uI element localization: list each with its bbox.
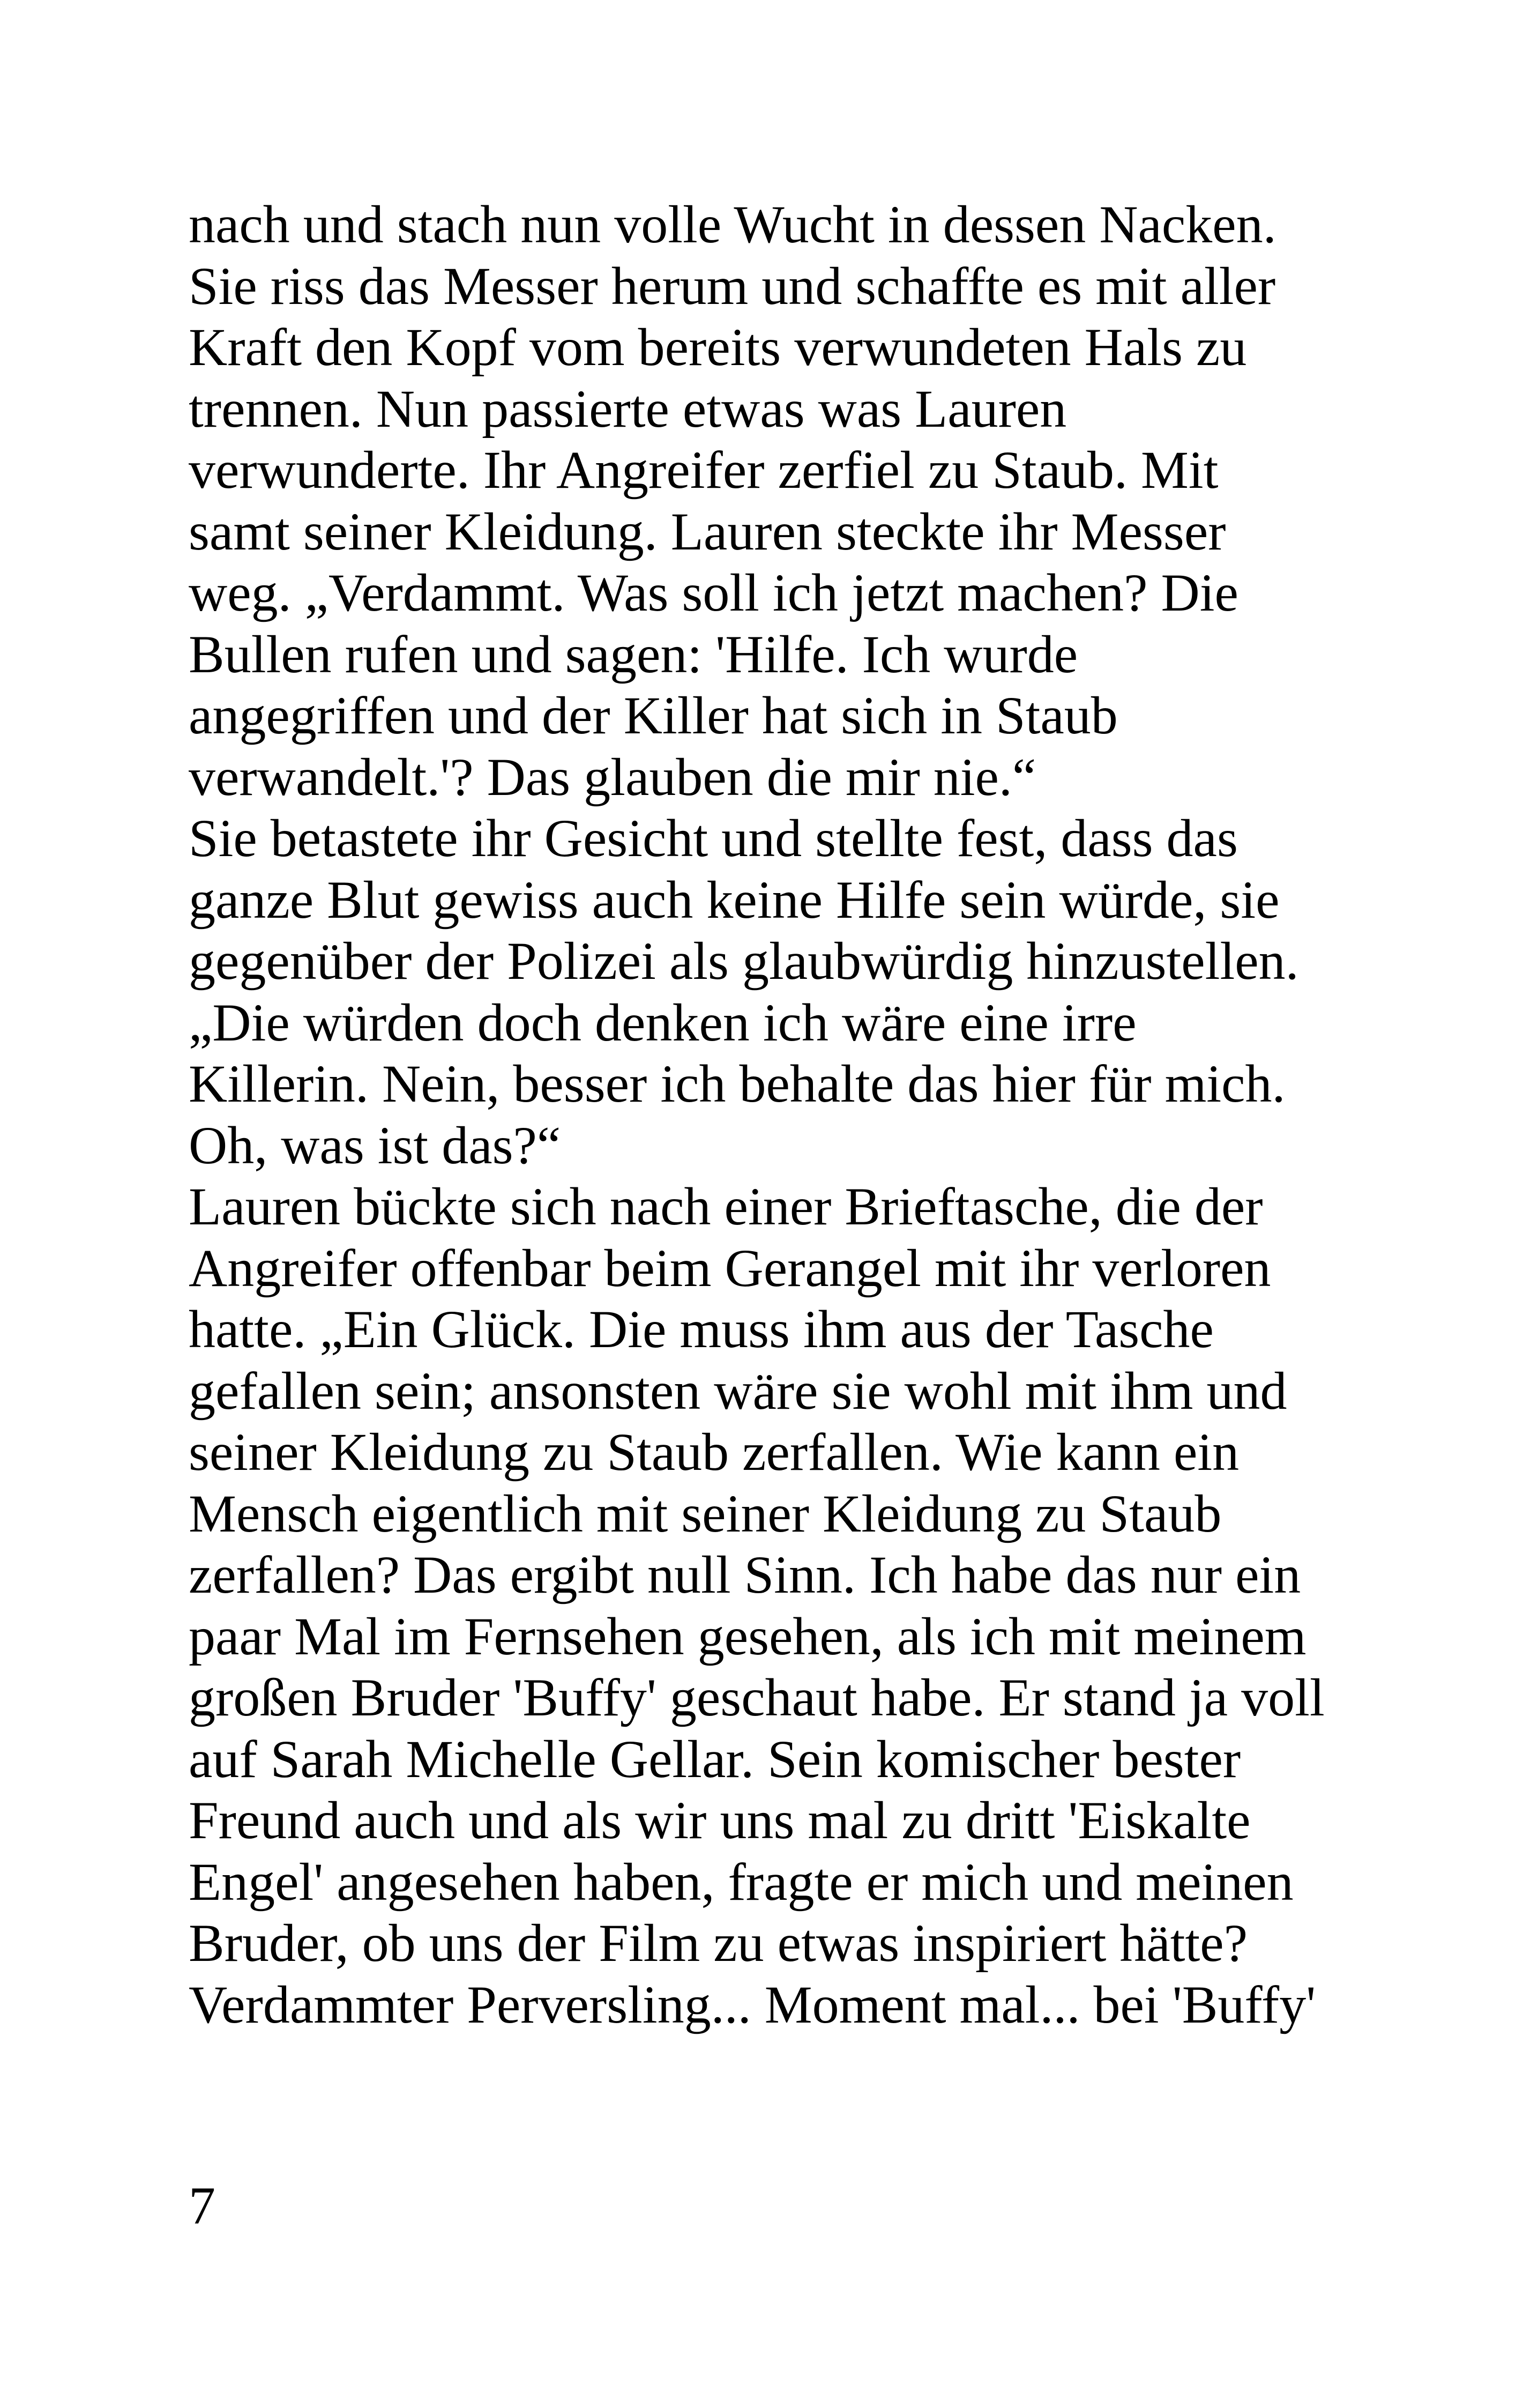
text-line: trennen. Nun passierte etwas was Lauren bbox=[189, 378, 1067, 439]
text-line: angegriffen und der Killer hat sich in Staub bbox=[189, 686, 1118, 745]
text-line: Freund auch und als wir uns mal zu dritt 'Eiskalte bbox=[189, 1790, 1251, 1850]
text-line: Bullen rufen und sagen: 'Hilfe. Ich wurde bbox=[189, 624, 1078, 684]
text-line: auf Sarah Michelle Gellar. Sein komischer bester bbox=[189, 1729, 1241, 1789]
text-line: samt seiner Kleidung. Lauren steckte ihr Messer bbox=[189, 501, 1226, 561]
text-line: weg. „Verdammt. Was soll ich jetzt machen? Die bbox=[189, 563, 1238, 622]
text-line: „Die würden doch denken ich wäre eine irre bbox=[189, 992, 1137, 1052]
page-number: 7 bbox=[189, 2176, 215, 2235]
text-line: Killerin. Nein, besser ich behalte das hier für mich. bbox=[189, 1054, 1286, 1113]
text-line: verwandelt.'? Das glauben die mir nie.“ bbox=[189, 747, 1036, 807]
text-line: Bruder, ob uns der Film zu etwas inspiriert hätte? bbox=[189, 1913, 1248, 1973]
text-line: ganze Blut gewiss auch keine Hilfe sein würde, sie bbox=[189, 869, 1280, 930]
text-line: Angreifer offenbar beim Gerangel mit ihr verloren bbox=[189, 1238, 1271, 1298]
text-line: Engel' angesehen haben, fragte er mich und meinen bbox=[189, 1852, 1294, 1912]
text-line: Mensch eigentlich mit seiner Kleidung zu Staub bbox=[189, 1483, 1222, 1543]
text-line: nach und stach nun volle Wucht in dessen Nacken. bbox=[189, 195, 1276, 254]
text-line: zerfallen? Das ergibt null Sinn. Ich habe das nur ein bbox=[189, 1545, 1301, 1604]
body-text bbox=[189, 194, 1368, 2035]
text-line: Verdammter Perversling... Moment mal... bei 'Buffy' bbox=[189, 1974, 1316, 2034]
text-line: Oh, was ist das?“ bbox=[189, 1115, 561, 1175]
text-line: Sie betastete ihr Gesicht und stellte fest, dass das bbox=[189, 808, 1238, 868]
text-line: Kraft den Kopf vom bereits verwundeten Hals zu bbox=[189, 317, 1247, 377]
text-line: paar Mal im Fernsehen gesehen, als ich mit meinem bbox=[189, 1606, 1307, 1666]
text-line: verwunderte. Ihr Angreifer zerfiel zu Staub. Mit bbox=[189, 440, 1219, 500]
text-line: seiner Kleidung zu Staub zerfallen. Wie kann ein bbox=[189, 1422, 1240, 1482]
text-line: gefallen sein; ansonsten wäre sie wohl mit ihm und bbox=[189, 1361, 1287, 1421]
text-line: gegenüber der Polizei als glaubwürdig hinzustellen. bbox=[189, 931, 1299, 991]
text-line: Lauren bückte sich nach einer Brieftasche, die der bbox=[189, 1177, 1263, 1236]
text-line: großen Bruder 'Buffy' geschaut habe. Er stand ja voll bbox=[189, 1668, 1325, 1727]
text-line: hatte. „Ein Glück. Die muss ihm aus der Tasche bbox=[189, 1299, 1214, 1359]
text-line: Sie riss das Messer herum und schaffte es mit aller bbox=[189, 256, 1276, 316]
